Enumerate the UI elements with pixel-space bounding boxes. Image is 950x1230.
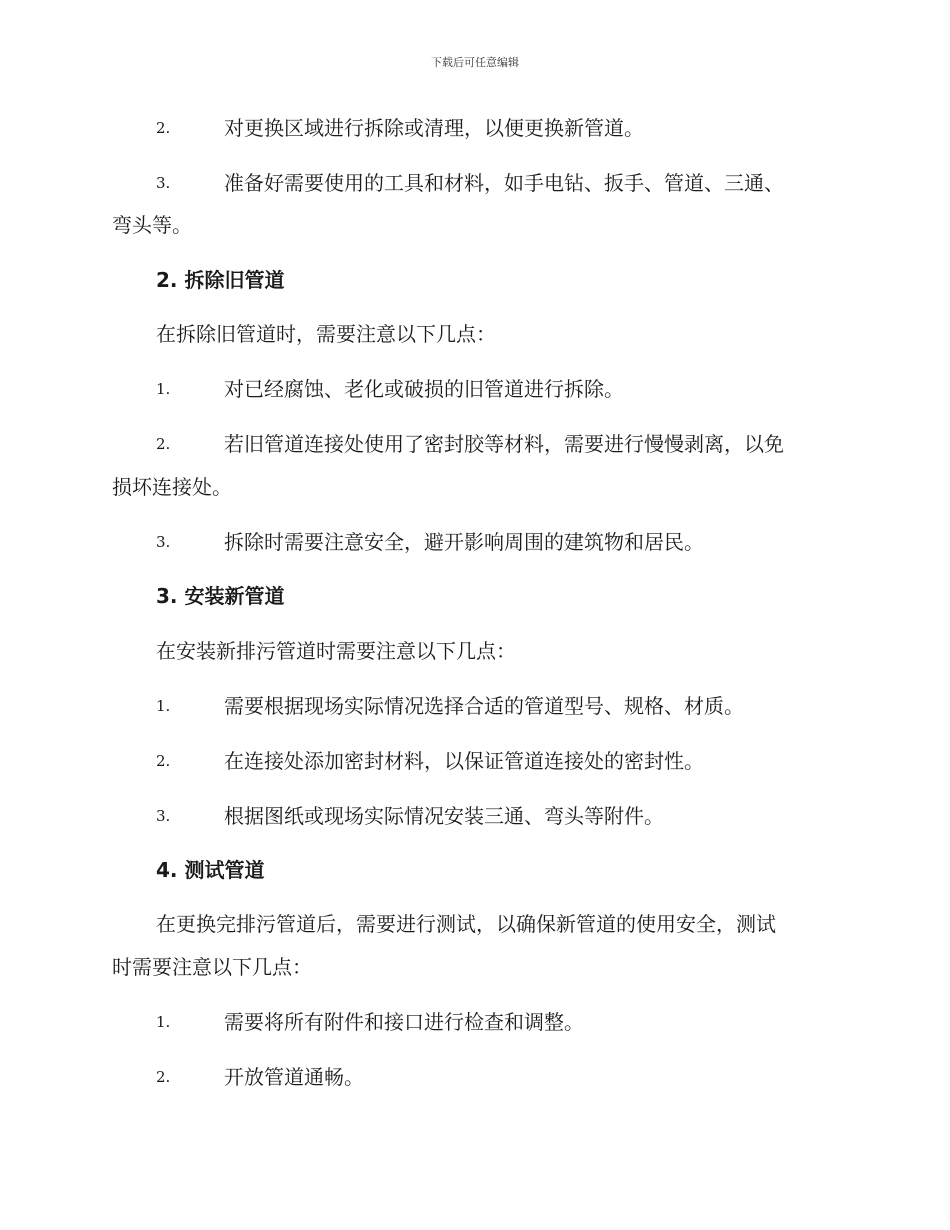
list-number: 2. xyxy=(156,435,171,453)
list-number: 3. xyxy=(156,807,171,825)
list-number: 1. xyxy=(156,380,171,398)
paragraph-continuation: 时需要注意以下几点： xyxy=(112,955,312,979)
paragraph: 在更换完排污管道后，需要进行测试，以确保新管道的使用安全，测试 xyxy=(156,912,776,936)
list-item-text: 开放管道通畅。 xyxy=(224,1065,364,1089)
paragraph: 在拆除旧管道时，需要注意以下几点： xyxy=(156,322,496,346)
list-item-text: 对已经腐蚀、老化或破损的旧管道进行拆除。 xyxy=(224,377,624,401)
list-number: 1. xyxy=(156,697,171,715)
list-number: 2. xyxy=(156,119,171,137)
section-heading: 2. 拆除旧管道 xyxy=(156,268,285,292)
paragraph: 在安装新排污管道时需要注意以下几点： xyxy=(156,639,516,663)
list-number: 1. xyxy=(156,1013,171,1031)
list-item-text: 拆除时需要注意安全，避开影响周围的建筑物和居民。 xyxy=(224,530,704,554)
page-header: 下载后可任意编辑 xyxy=(431,56,519,69)
list-number: 3. xyxy=(156,174,171,192)
list-item-text: 对更换区域进行拆除或清理，以便更换新管道。 xyxy=(224,116,644,140)
list-item-text: 需要根据现场实际情况选择合适的管道型号、规格、材质。 xyxy=(224,694,744,718)
list-number: 2. xyxy=(156,752,171,770)
list-item-text: 准备好需要使用的工具和材料，如手电钻、扳手、管道、三通、 xyxy=(224,171,784,195)
list-number: 2. xyxy=(156,1068,171,1086)
section-heading: 4. 测试管道 xyxy=(156,858,265,882)
list-item-text: 若旧管道连接处使用了密封胶等材料，需要进行慢慢剥离，以免 xyxy=(224,432,784,456)
list-item-text: 在连接处添加密封材料，以保证管道连接处的密封性。 xyxy=(224,749,704,773)
list-item-text: 需要将所有附件和接口进行检查和调整。 xyxy=(224,1010,584,1034)
section-heading: 3. 安装新管道 xyxy=(156,584,285,608)
list-item-continuation: 弯头等。 xyxy=(112,213,192,237)
list-number: 3. xyxy=(156,533,171,551)
list-item-text: 根据图纸或现场实际情况安装三通、弯头等附件。 xyxy=(224,804,664,828)
list-item-continuation: 损坏连接处。 xyxy=(112,475,232,499)
